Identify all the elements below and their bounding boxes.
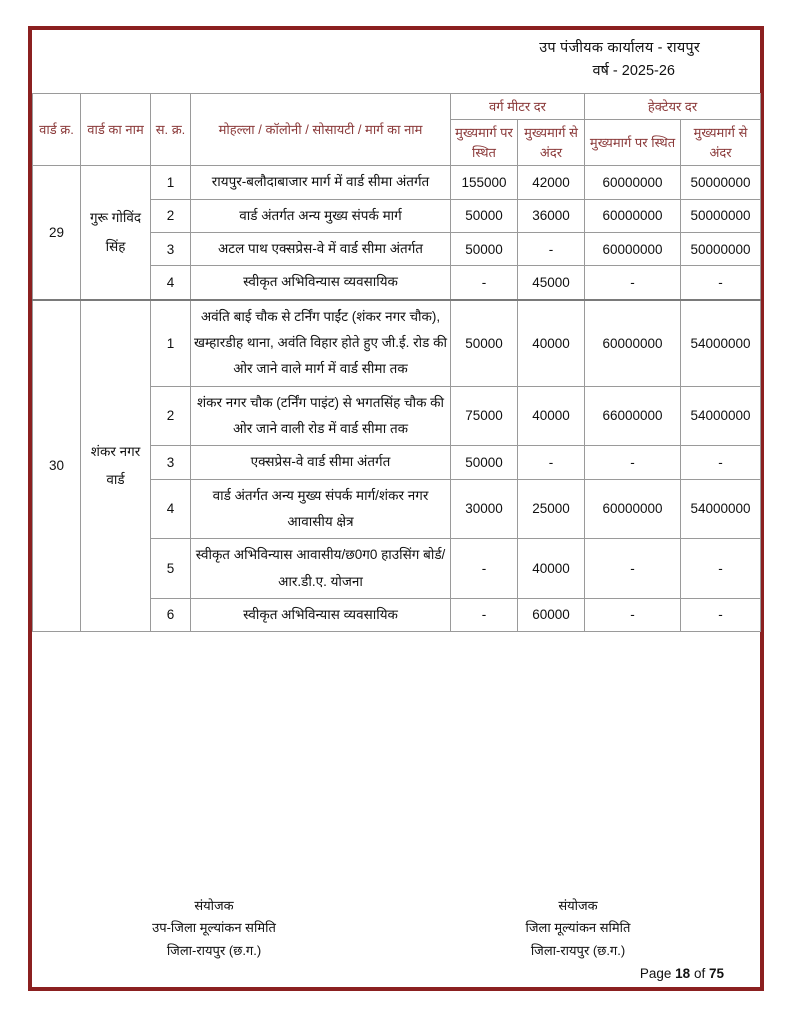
- header-hect-on-main: मुख्यमार्ग पर स्थित: [585, 120, 681, 166]
- hect-inside-cell: 54000000: [681, 300, 761, 386]
- hect-on-main-cell: 60000000: [585, 479, 681, 539]
- locality-cell: अवंति बाई चौक से टर्निंग पाईंट (शंकर नगर चौक), खम्हारडीह थाना, अवंति विहार होते हुए जी.ई. रोड की ओर जाने वाले मार्ग में वार्ड सीमा तक: [191, 300, 451, 386]
- serial-number-cell: 1: [151, 300, 191, 386]
- left-committee: उप-जिला मूल्यांकन समिति: [152, 920, 276, 936]
- header-locality: मोहल्ला / कॉलोनी / सोसायटी / मार्ग का नाम: [191, 93, 451, 166]
- table-row: [33, 300, 761, 386]
- hect-on-main-cell: -: [585, 539, 681, 599]
- sqm-on-main-cell: 50000: [451, 446, 518, 479]
- sqm-on-main-cell: 30000: [451, 479, 518, 539]
- ward-number-cell: 29: [33, 166, 81, 300]
- hect-on-main-cell: -: [585, 446, 681, 479]
- hect-on-main-cell: 60000000: [585, 166, 681, 199]
- header-sqm-rate: वर्ग मीटर दर: [451, 93, 585, 120]
- table-row: [33, 166, 761, 199]
- header-hectare-rate: हेक्टेयर दर: [585, 93, 761, 120]
- hect-on-main-cell: 60000000: [585, 199, 681, 232]
- header-sqm-inside: मुख्यमार्ग से अंदर: [518, 120, 585, 166]
- sqm-inside-cell: -: [518, 446, 585, 479]
- sqm-on-main-cell: 50000: [451, 233, 518, 266]
- header-ward-name: वार्ड का नाम: [81, 93, 151, 166]
- page-current: 18: [675, 966, 691, 981]
- header-ward-no: वार्ड क्र.: [33, 93, 81, 166]
- signature-block-left: [32, 895, 396, 962]
- hect-on-main-cell: -: [585, 598, 681, 631]
- document-footer: [32, 883, 760, 987]
- page-total: 75: [708, 966, 724, 981]
- right-district: जिला-रायपुर (छ.ग.): [530, 942, 626, 958]
- ward-name-cell: शंकर नगर वार्ड: [81, 300, 151, 632]
- sqm-on-main-cell: 155000: [451, 166, 518, 199]
- hect-inside-cell: -: [681, 598, 761, 631]
- hect-on-main-cell: 60000000: [585, 233, 681, 266]
- page-of: of: [693, 966, 706, 981]
- document-header: [32, 30, 760, 87]
- hect-inside-cell: 50000000: [681, 199, 761, 232]
- page-number: [640, 966, 724, 981]
- serial-number-cell: 4: [151, 479, 191, 539]
- header-hect-inside: मुख्यमार्ग से अंदर: [681, 120, 761, 166]
- ward-name-cell: गुरू गोविंद सिंह: [81, 166, 151, 300]
- hect-on-main-cell: 60000000: [585, 300, 681, 386]
- rate-table: [32, 93, 761, 632]
- ward-number-cell: 30: [33, 300, 81, 632]
- locality-cell: स्वीकृत अभिविन्यास व्यवसायिक: [191, 266, 451, 300]
- sqm-inside-cell: 42000: [518, 166, 585, 199]
- sqm-inside-cell: 40000: [518, 539, 585, 599]
- serial-number-cell: 4: [151, 266, 191, 300]
- serial-number-cell: 1: [151, 166, 191, 199]
- hect-inside-cell: -: [681, 539, 761, 599]
- sqm-inside-cell: 40000: [518, 300, 585, 386]
- sqm-on-main-cell: -: [451, 539, 518, 599]
- serial-number-cell: 2: [151, 199, 191, 232]
- sqm-on-main-cell: -: [451, 266, 518, 300]
- locality-cell: वार्ड अंतर्गत अन्य मुख्य संपर्क मार्ग: [191, 199, 451, 232]
- locality-cell: स्वीकृत अभिविन्यास व्यवसायिक: [191, 598, 451, 631]
- serial-number-cell: 5: [151, 539, 191, 599]
- signature-block-right: [396, 895, 760, 962]
- sqm-inside-cell: -: [518, 233, 585, 266]
- table-header-row-1: [33, 93, 761, 120]
- hect-inside-cell: -: [681, 266, 761, 300]
- sqm-inside-cell: 45000: [518, 266, 585, 300]
- locality-cell: अटल पाथ एक्सप्रेस-वे में वार्ड सीमा अंतर्गत: [191, 233, 451, 266]
- hect-inside-cell: 50000000: [681, 233, 761, 266]
- header-serial-no: स. क्र.: [151, 93, 191, 166]
- header-sqm-on-main: मुख्यमार्ग पर स्थित: [451, 120, 518, 166]
- sqm-inside-cell: 40000: [518, 386, 585, 446]
- hect-inside-cell: -: [681, 446, 761, 479]
- office-title: उप पंजीयक कार्यालय - रायपुर: [539, 40, 700, 56]
- locality-cell: रायपुर-बलौदाबाजार मार्ग में वार्ड सीमा अंतर्गत: [191, 166, 451, 199]
- sqm-inside-cell: 60000: [518, 598, 585, 631]
- sqm-inside-cell: 25000: [518, 479, 585, 539]
- sqm-on-main-cell: -: [451, 598, 518, 631]
- locality-cell: वार्ड अंतर्गत अन्य मुख्य संपर्क मार्ग/शंकर नगर आवासीय क्षेत्र: [191, 479, 451, 539]
- hect-inside-cell: 50000000: [681, 166, 761, 199]
- sqm-inside-cell: 36000: [518, 199, 585, 232]
- serial-number-cell: 3: [151, 446, 191, 479]
- serial-number-cell: 3: [151, 233, 191, 266]
- right-role: संयोजक: [558, 898, 598, 913]
- sqm-on-main-cell: 50000: [451, 199, 518, 232]
- left-district: जिला-रायपुर (छ.ग.): [166, 942, 262, 958]
- locality-cell: एक्सप्रेस-वे वार्ड सीमा अंतर्गत: [191, 446, 451, 479]
- sqm-on-main-cell: 75000: [451, 386, 518, 446]
- serial-number-cell: 6: [151, 598, 191, 631]
- hect-inside-cell: 54000000: [681, 386, 761, 446]
- page-prefix: Page: [639, 966, 672, 981]
- sqm-on-main-cell: 50000: [451, 300, 518, 386]
- year-label: वर्ष - 2025-26: [592, 62, 675, 79]
- hect-inside-cell: 54000000: [681, 479, 761, 539]
- locality-cell: स्वीकृत अभिविन्यास आवासीय/छ0ग0 हाउसिंग बोर्ड/आर.डी.ए. योजना: [191, 539, 451, 599]
- hect-on-main-cell: 66000000: [585, 386, 681, 446]
- left-role: संयोजक: [194, 898, 234, 913]
- document-page: [28, 26, 764, 991]
- locality-cell: शंकर नगर चौक (टर्निंग पाइंट) से भगतसिंह चौक की ओर जाने वाली रोड में वार्ड सीमा तक: [191, 386, 451, 446]
- right-committee: जिला मूल्यांकन समिति: [525, 920, 631, 936]
- serial-number-cell: 2: [151, 386, 191, 446]
- hect-on-main-cell: -: [585, 266, 681, 300]
